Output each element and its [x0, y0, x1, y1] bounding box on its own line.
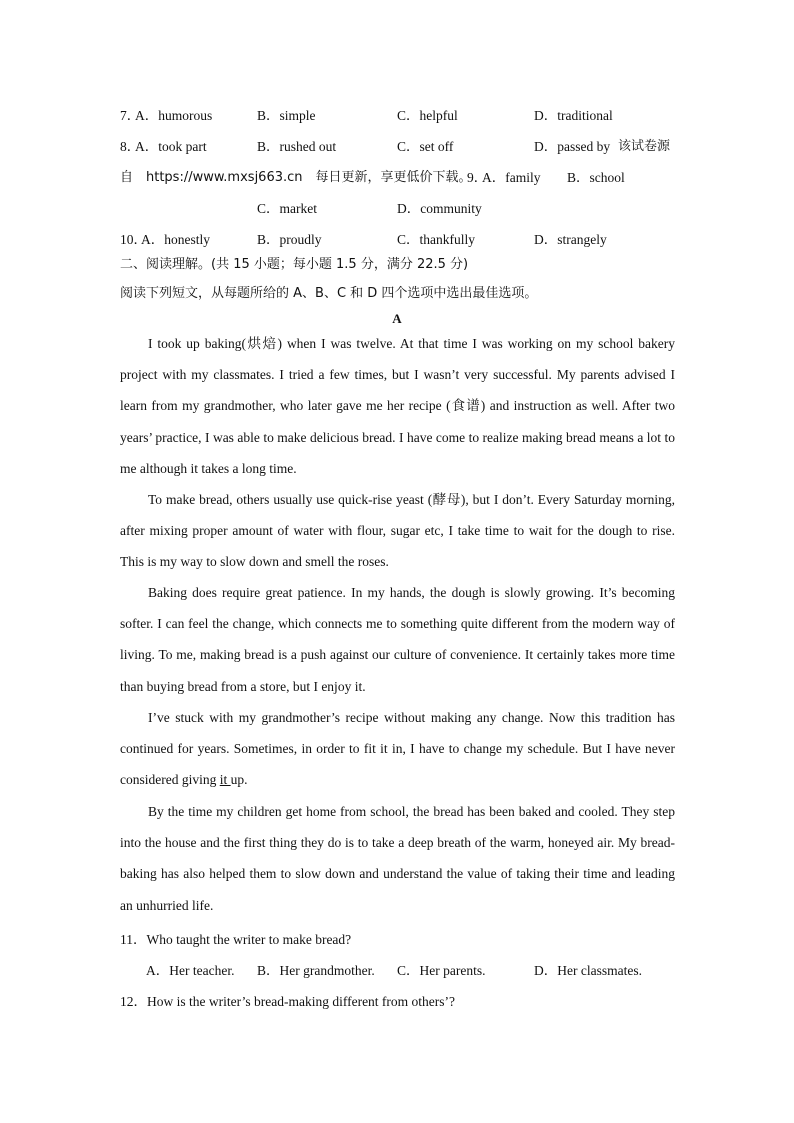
- passage-paragraph: Baking does require great patience. In my hands, the dough is slowly growing. It’s becoming softer. I can feel the change, which connects me to something quite different from the modern way of living. To me, making bread is a push against our culture of convenience. It certainly takes more time than buying bread from a store, but I enjoy it.: [120, 585, 675, 694]
- option-a: A．Her teacher.: [146, 963, 235, 978]
- option-a: A．humorous: [135, 108, 213, 123]
- section-instruction-text: 阅读下列短文，从每题所给的 A、B、C 和 D 四个选项中选出最佳选项。: [120, 286, 538, 301]
- section-heading-text: 二、阅读理解。(共 15 小题；每小题 1.5 分，满分 22.5 分): [120, 257, 469, 272]
- question-number: 10．: [120, 232, 147, 247]
- option-d: D．strangely: [534, 232, 607, 247]
- option-b: B．proudly: [257, 232, 322, 247]
- passage-paragraph: To make bread, others usually use quick-rise yeast (酵母), but I don’t. Every Saturday morning, after mixing proper amount of water with flour, sugar etc, I take time to wait for the dough to rise. This is my way to slow down and smell the roses.: [120, 492, 675, 570]
- question-number: 9．: [467, 170, 488, 185]
- option-d: D．Her classmates.: [534, 963, 642, 978]
- option-a: 7．: [120, 108, 141, 123]
- passage-title: A: [392, 311, 402, 326]
- passage-paragraph: I took up baking(烘焙) when I was twelve. At that time I was working on my school bakery project with my classmates. I tried a few times, but I wasn’t very successful. My parents advised I learn from my grandmother, who later gave me her recipe (食谱) and instruction as well. After two years’ practice, I was able to make delicious bread. I have come to realize making bread means a lot to me although it takes a long time.: [120, 336, 675, 476]
- option-c: C．thankfully: [397, 232, 475, 247]
- option-b: B．school: [567, 170, 625, 185]
- option-a: A．family: [482, 170, 541, 185]
- option-c: C．helpful: [397, 108, 458, 123]
- option-b: B．Her grandmother.: [257, 963, 375, 978]
- source-note: 自 https://www.mxsj663.cn 每日更新，享更低价下载。: [120, 170, 472, 185]
- passage-paragraph: [120, 702, 675, 796]
- option-a: A．took part: [135, 139, 207, 154]
- option-b: B．simple: [257, 108, 316, 123]
- option-d: D．traditional: [534, 108, 613, 123]
- option-c: C．market: [257, 201, 317, 216]
- paragraph-end: up.: [230, 772, 248, 788]
- question-number: 8．: [120, 139, 141, 154]
- option-c: C．set off: [397, 139, 454, 154]
- paragraph-text: I’ve stuck with my grandmother’s recipe without making any change. Now this tradition has continued for years. Sometimes, in order to fit it in, I have to change my schedule. But I have never considered giving: [120, 710, 675, 788]
- option-b: B．rushed out: [257, 139, 337, 154]
- underlined-word: it: [219, 772, 231, 788]
- option-a: A．honestly: [141, 232, 210, 247]
- question-11-stem: 11．Who taught the writer to make bread?: [120, 932, 352, 947]
- source-note: 该试卷源: [618, 139, 671, 154]
- option-d: D．passed by: [534, 139, 611, 154]
- question-12-stem: 12．How is the writer’s bread-making different from others’?: [120, 994, 456, 1009]
- option-c: C．Her parents.: [397, 963, 486, 978]
- passage-paragraph: By the time my children get home from school, the bread has been baked and cooled. They step into the house and the first thing they do is to take a deep breath of the warm, honeyed air. My bread-baking has also helped them to slow down and understand the value of taking their time and leading an unhurried life.: [120, 804, 675, 913]
- option-d: D．community: [397, 201, 482, 216]
